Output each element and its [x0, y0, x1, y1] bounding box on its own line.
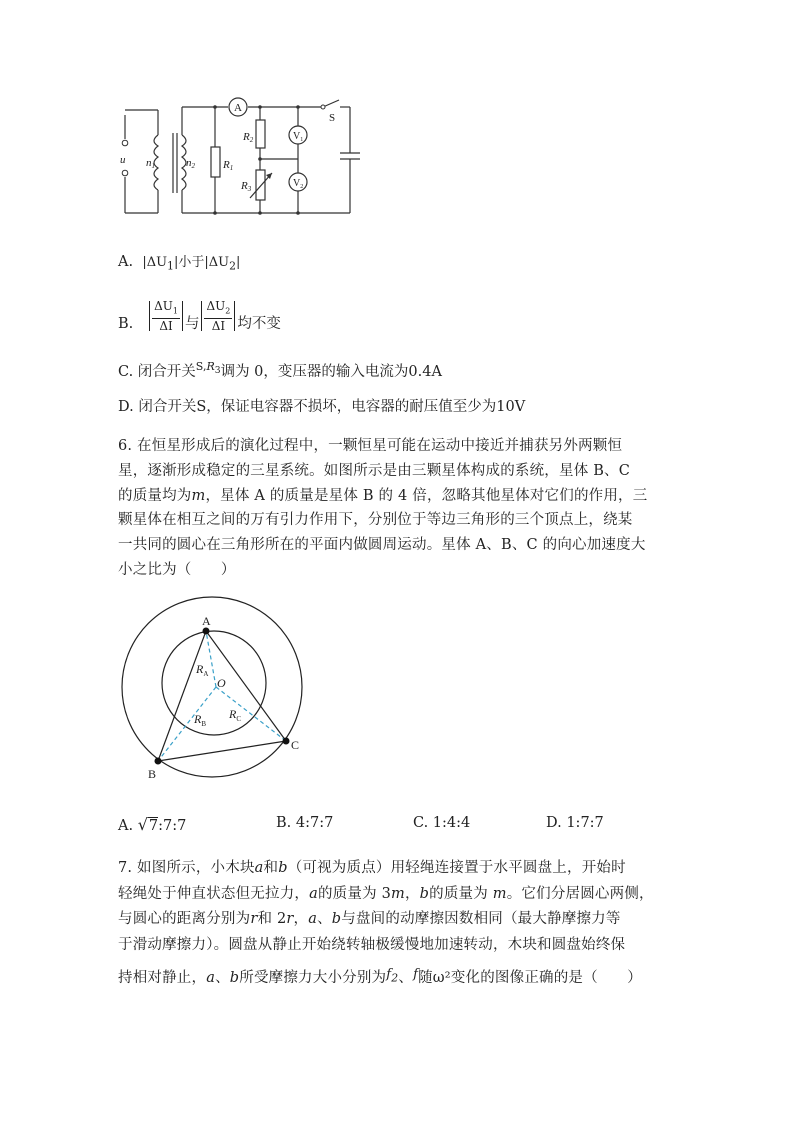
- svg-text:R3: R3: [241, 180, 252, 193]
- svg-text:RA: $R_A$: [196, 662, 209, 678]
- switch-label: S: [329, 112, 336, 124]
- q5-option-b: B. $\frac{\Delta U_1}{\Delta I}$ 与 $\frac{\Delta U_2}{\Delta I}$ 均不变: [118, 298, 281, 334]
- q6-option-c: C. 1:4:4: [413, 815, 471, 831]
- q5-option-a: A. $|\Delta U_1|$小于$|\Delta U_2|$: [118, 254, 241, 273]
- q6-option-b: B. 4:7:7: [276, 815, 334, 831]
- q6-option-a: A. √7:7:7: [118, 815, 187, 834]
- star-a-label: A: [202, 614, 211, 628]
- svg-text:RB: $R_B$: [194, 712, 207, 728]
- star-b-label: B: [148, 767, 157, 780]
- label-u: u: [120, 154, 126, 166]
- q5-option-c: C. 闭合开关$^{S,R_3}$调为 0，变压器的输入电流为0.4A: [118, 360, 442, 380]
- q6-option-d: D. 1:7:7: [546, 815, 604, 831]
- q7-question: 7. 如图所示，小木块a和b（可视为质点）用轻绳连接置于水平圆盘上，开始时 轻绳处于伸直状态但无拉力，a的质量为 3m，b的质量为 m。它们分居圆心两侧， 与圆心的距离分别为r和 2r，a、b与盘间的动摩擦因数相同（最大静摩擦力等 于滑动摩擦力）。圆盘从静止开始绕转轴极缓慢地加速转动，木块和圆盘始终保 持相对静止，a、b所受摩擦力大小分别为$f_2$、f随ω²变化的图像正确的是（ ）: [118, 860, 654, 986]
- star-c-label: C: [291, 738, 300, 752]
- svg-text:V1: $V_1$: [293, 131, 304, 143]
- svg-text:RC: $R_C$: [229, 707, 242, 723]
- center-o-label: O: [217, 676, 226, 690]
- q6-question: 6. 在恒星形成后的演化过程中，一颗恒星可能在运动中接近并捕获另外两颗恒 星，逐渐形成稳定的三星系统。如图所示是由三颗星体构成的系统，星体 B、C 的质量均为m，星体 A 的质量是星体 B 的 4 倍，忽略其他星体对它们的作用，三 颗星体在相互之间的万有引力作用下，分别位于等边三角形的三个顶点上，绕某 一共同的圆心在三角形所在的平面内做圆周运动。星体 A、B、C 的向心加速度大 小之比为（ ）: [118, 438, 648, 578]
- svg-text:R2: R2: [243, 131, 254, 144]
- q5-option-d: D. 闭合开关S，保证电容器不损坏，电容器的耐压值至少为10V: [118, 399, 526, 415]
- svg-text:n2: n2: [186, 157, 195, 170]
- svg-text:V2: $V_2$: [293, 178, 304, 190]
- circuit-diagram: [110, 95, 370, 220]
- svg-text:R1: R1: [223, 159, 234, 172]
- ammeter-label: A: [234, 102, 242, 114]
- svg-text:n1: n1: [146, 157, 155, 170]
- three-star-diagram: [118, 595, 308, 780]
